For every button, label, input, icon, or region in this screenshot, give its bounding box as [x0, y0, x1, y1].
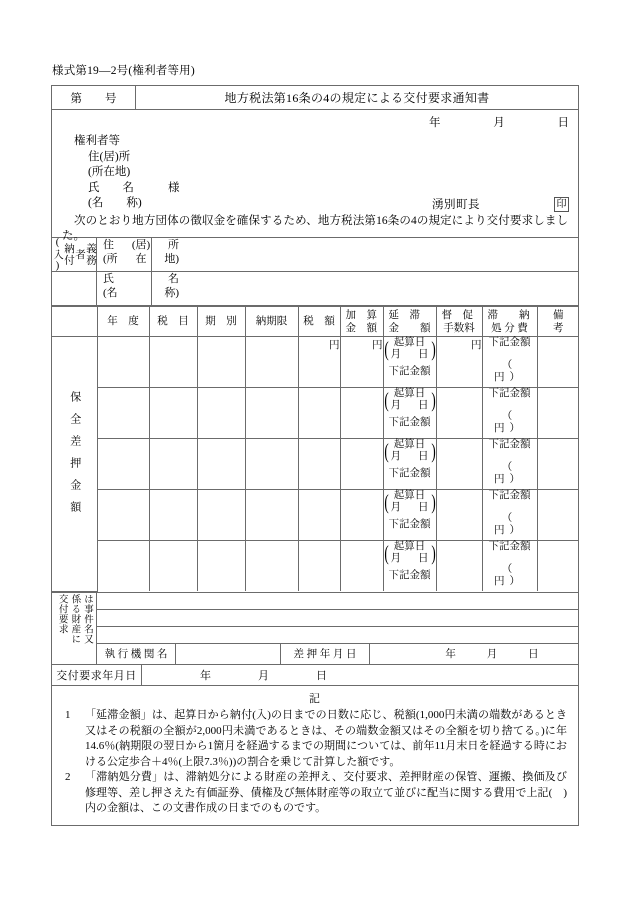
request-date-row: [52, 665, 578, 686]
taxpayer-name-input[interactable]: [152, 272, 578, 305]
request-date-label: 交付要求年月日: [52, 665, 142, 685]
brace-right-icon: ): [430, 541, 436, 565]
paren-yen-label: （ 円）: [494, 411, 533, 434]
col-header-disposition-cost: 滞 納 処 分 費: [482, 307, 537, 337]
seal-icon: 印: [554, 197, 569, 212]
statement-text: 次のとおり地方団体の徴収金を確保するため、地方税法第16条の4の規定により交付要求しました。: [62, 215, 568, 242]
below-amount-label: 下記金額: [388, 468, 431, 479]
start-date-label: 起算日: [393, 337, 426, 348]
cell-disposition-cost[interactable]: [482, 490, 537, 541]
side-label-cell: [52, 337, 97, 592]
cell-tax-amount[interactable]: [298, 337, 340, 388]
note-item: [63, 770, 567, 817]
form-frame: [51, 85, 585, 826]
cell-tax-amount[interactable]: [298, 439, 340, 490]
table-row: [52, 541, 578, 592]
col-header-term: 期 別: [197, 307, 245, 337]
brace-right-icon: ): [430, 337, 436, 361]
execution-agency-row: [97, 644, 578, 664]
salutation-block: [52, 110, 578, 242]
case-vertical-label: [52, 593, 97, 664]
seizure-date-day-label: 日: [528, 649, 539, 660]
taxpayer-name2-a: (名: [103, 287, 118, 299]
notes-block: [52, 686, 578, 825]
start-date-label: 起算日: [393, 490, 426, 501]
case-vlabel-col-right: は事件名又: [81, 593, 92, 644]
form-number-caption: 様式第19—2号(権利者等用): [52, 65, 195, 77]
start-date-label: 起算日: [393, 388, 426, 399]
cell-year[interactable]: [97, 388, 149, 439]
cell-due-date[interactable]: [245, 439, 298, 490]
below-amount-label: 下記金額: [488, 439, 531, 450]
brace-left-icon: (: [383, 541, 389, 565]
taxpayer-addr2-c: 地): [164, 253, 179, 265]
taxpayer-addr2-b: 在: [135, 253, 147, 265]
issue-date-month-label: 月: [493, 117, 505, 129]
request-date-month-label: 月: [258, 669, 269, 682]
yen-unit: 円: [329, 340, 340, 351]
cell-term[interactable]: [197, 490, 245, 541]
month-label: 月: [390, 502, 401, 513]
taxpayer-vertical-label-spacer: [52, 272, 97, 305]
paren-yen-label: （ 円）: [494, 360, 533, 383]
request-date-input[interactable]: [142, 665, 578, 685]
case-name-input-1[interactable]: [97, 593, 578, 610]
day-label: 日: [418, 502, 429, 513]
taxpayer-addr2-a: (所: [103, 253, 118, 265]
brace-left-icon: (: [383, 439, 389, 463]
cell-remarks[interactable]: [537, 388, 578, 439]
addressee-honorific: 様: [168, 181, 180, 194]
side-label-text: 保全差押金額: [68, 391, 81, 523]
case-vlabel-col-left: 交付要求: [56, 593, 67, 634]
paren-yen-label: （ 円）: [494, 513, 533, 536]
cell-year[interactable]: [97, 439, 149, 490]
cell-tax-item[interactable]: [149, 439, 197, 490]
month-label: 月: [390, 451, 401, 462]
execution-agency-label: 執 行 機 関 名: [97, 644, 176, 664]
cell-year[interactable]: [97, 541, 149, 592]
cell-surcharge[interactable]: [340, 439, 383, 490]
issue-date-line[interactable]: [429, 114, 569, 130]
case-name-input-2[interactable]: [97, 610, 578, 627]
table-row: [52, 337, 578, 388]
seizure-date-year-label: 年: [445, 649, 456, 660]
cell-due-date[interactable]: [245, 490, 298, 541]
issuer-row: [52, 196, 569, 212]
cell-tax-item[interactable]: [149, 490, 197, 541]
cell-tax-amount[interactable]: [298, 388, 340, 439]
cell-delinquency[interactable]: [383, 541, 436, 592]
col-header-year: 年 度: [97, 307, 149, 337]
taxpayer-name-row: [52, 272, 578, 306]
taxpayer-name-a: 氏: [103, 273, 114, 285]
col-header-delinquency: 延 滞 金 額: [383, 307, 436, 337]
day-label: 日: [418, 400, 429, 411]
cell-surcharge[interactable]: [340, 490, 383, 541]
note-number: 2: [65, 771, 71, 783]
document-number-cell[interactable]: [52, 86, 136, 109]
cell-surcharge[interactable]: [340, 337, 383, 388]
brace-right-icon: ): [430, 439, 436, 463]
taxpayer-name-b: 名: [168, 273, 179, 285]
start-date-brace: [384, 439, 436, 463]
paren-yen-label: （ 円）: [494, 564, 533, 587]
amounts-table-header-row: [52, 307, 578, 337]
issue-date-day-label: 日: [557, 117, 569, 129]
taxpayer-addr-c: 所: [167, 239, 179, 251]
cell-tax-item[interactable]: [149, 541, 197, 592]
table-row: [52, 439, 578, 490]
title-row: [52, 86, 578, 110]
col-header-due-date: 納期限: [245, 307, 298, 337]
brace-left-icon: (: [383, 388, 389, 412]
cell-due-date[interactable]: [245, 541, 298, 592]
below-amount-label: 下記金額: [488, 490, 531, 501]
yen-unit: 円: [372, 340, 383, 351]
cell-disposition-cost[interactable]: [482, 541, 537, 592]
day-label: 日: [418, 349, 429, 360]
cell-tax-amount[interactable]: [298, 541, 340, 592]
brace-left-icon: (: [383, 490, 389, 514]
cell-remarks[interactable]: [537, 439, 578, 490]
cell-tax-amount[interactable]: [298, 490, 340, 541]
below-amount-label: 下記金額: [488, 388, 531, 399]
below-amount-label: 下記金額: [488, 337, 531, 348]
number-suffix-label: 号: [105, 92, 117, 105]
cell-due-date[interactable]: [245, 337, 298, 388]
amounts-table: [52, 306, 585, 592]
taxpayer-vlabel-left: 納付(入): [51, 236, 74, 273]
cell-delinquency[interactable]: [383, 388, 436, 439]
addressee-name-label-alt: (名 称): [88, 197, 142, 209]
col-header-remarks: 備 考: [537, 307, 578, 337]
note-text: 「滞納処分費」は、滞納処分による財産の差押え、交付要求、差押財産の保管、運搬、換価及び修理等、差し押さえた有価証券、債権及び無体財産等の取立て並びに配当に関する費用で上記( )内の金額は、この文書作成の日までのものです。: [85, 771, 567, 814]
cell-disposition-cost[interactable]: [482, 439, 537, 490]
start-date-brace: [384, 541, 436, 565]
addressee-address-line2: (所在地): [88, 166, 131, 178]
addressee-name-row: [88, 181, 180, 197]
case-vlabel-col-mid: 係る財産に: [69, 593, 80, 644]
cell-year[interactable]: [97, 490, 149, 541]
execution-agency-input[interactable]: [176, 644, 281, 664]
brace-left-icon: (: [383, 337, 389, 361]
cell-remarks[interactable]: [537, 541, 578, 592]
below-amount-label: 下記金額: [388, 519, 431, 530]
taxpayer-name-label-cell: [97, 272, 179, 305]
cell-surcharge[interactable]: [340, 541, 383, 592]
request-date-year-label: 年: [200, 669, 211, 682]
below-amount-label: 下記金額: [388, 417, 431, 428]
note-item: [63, 708, 567, 770]
cell-tax-item[interactable]: [149, 388, 197, 439]
taxpayer-name2-b: 称): [164, 287, 179, 299]
below-amount-label: 下記金額: [388, 570, 431, 581]
below-amount-label: 下記金額: [388, 366, 431, 377]
case-property-block: [52, 592, 578, 665]
cell-tax-item[interactable]: [149, 337, 197, 388]
start-date-label: 起算日: [393, 541, 426, 552]
cell-demand-fee[interactable]: [436, 337, 482, 388]
brace-right-icon: ): [430, 490, 436, 514]
cell-year[interactable]: [97, 337, 149, 388]
issue-date-year-label: 年: [429, 117, 441, 129]
seizure-date-month-label: 月: [486, 649, 498, 660]
issuer-name: 湧別町長: [432, 199, 480, 211]
below-amount-label: 下記金額: [488, 541, 531, 552]
case-name-input-3[interactable]: [97, 627, 578, 644]
taxpayer-vlabel-right: 義務者: [74, 243, 97, 266]
number-prefix-label: 第: [70, 92, 82, 105]
cell-remarks[interactable]: [537, 490, 578, 541]
cell-term[interactable]: [197, 337, 245, 388]
cell-term[interactable]: [197, 388, 245, 439]
start-date-label: 起算日: [393, 439, 426, 450]
note-text: 「延滞金額」は、起算日から納付(入)の日までの日数に応じ、税額(1,000円未満の端数があるとき又はその税額の全額が2,000円未満であるときは、その端数金額又はその全額を切り捨てる。)に年14.6％(納期限の翌日から1箇月を経過するまでの期間については、前年11月末日を経過する時における公定歩合＋4％(上限7.3％))の割合を乗じて計算した額です。: [85, 709, 567, 768]
col-header-surcharge: 加 算 金 額: [340, 307, 383, 337]
cell-disposition-cost[interactable]: [482, 337, 537, 388]
cell-demand-fee[interactable]: [436, 541, 482, 592]
day-label: 日: [418, 451, 429, 462]
paren-yen-label: （ 円）: [494, 462, 533, 485]
taxpayer-addr-a: 住: [103, 239, 114, 251]
col-header-tax-item: 税 目: [149, 307, 197, 337]
seizure-date-input[interactable]: [370, 644, 578, 664]
cell-demand-fee[interactable]: [436, 490, 482, 541]
cell-delinquency[interactable]: [383, 490, 436, 541]
col-header-tax-amount: 税 額: [298, 307, 340, 337]
cell-term[interactable]: [197, 439, 245, 490]
table-row: [52, 388, 578, 439]
cell-due-date[interactable]: [245, 388, 298, 439]
cell-surcharge[interactable]: [340, 388, 383, 439]
cell-demand-fee[interactable]: [436, 439, 482, 490]
cell-demand-fee[interactable]: [436, 388, 482, 439]
cell-remarks[interactable]: [537, 337, 578, 388]
month-label: 月: [390, 553, 401, 564]
month-label: 月: [390, 400, 401, 411]
cell-delinquency[interactable]: [383, 439, 436, 490]
addressee-name-label: 氏 名: [88, 181, 134, 194]
month-label: 月: [390, 349, 401, 360]
notes-heading: 記: [309, 692, 321, 705]
page-title: 地方税法第16条の4の規定による交付要求通知書: [224, 91, 490, 105]
col-header-demand-fee: 督 促 手数料: [436, 307, 482, 337]
addressee-address-line1: 住(居)所: [88, 150, 131, 163]
header-side-spacer: [52, 307, 97, 337]
brace-right-icon: ): [430, 388, 436, 412]
case-right-column: [97, 593, 578, 664]
note-number: 1: [65, 709, 71, 721]
request-date-day-label: 日: [316, 669, 327, 682]
yen-unit: 円: [471, 340, 482, 351]
seizure-date-label: 差 押 年 月 日: [281, 644, 370, 664]
cell-disposition-cost[interactable]: [482, 388, 537, 439]
start-date-brace: [384, 337, 436, 361]
cell-delinquency[interactable]: [383, 337, 436, 388]
start-date-brace: [384, 388, 436, 412]
start-date-brace: [384, 490, 436, 514]
taxpayer-addr-b: (居): [131, 239, 151, 251]
cell-term[interactable]: [197, 541, 245, 592]
addressee-heading: 権利者等: [74, 135, 120, 147]
table-row: [52, 490, 578, 541]
day-label: 日: [418, 553, 429, 564]
